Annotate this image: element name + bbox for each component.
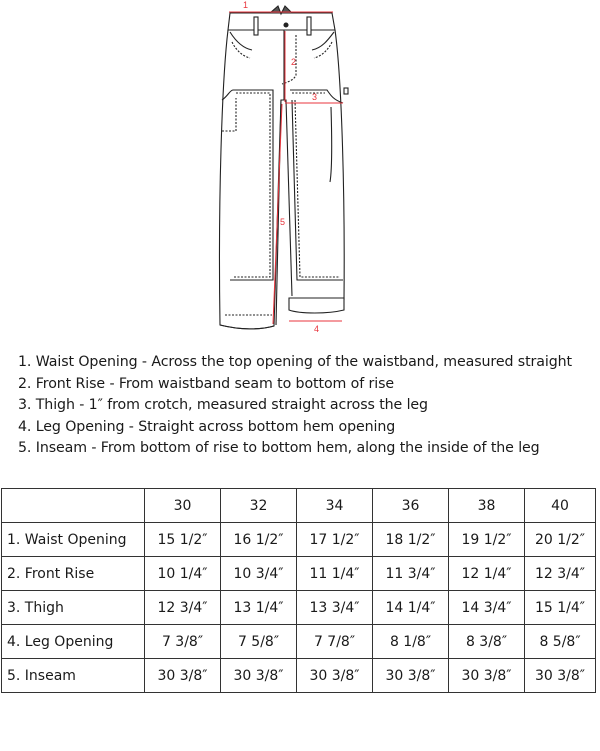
size-header: 30	[145, 489, 221, 523]
measurement-cell: 8 5/8″	[525, 625, 596, 659]
measurement-cell: 30 3/8″	[297, 659, 373, 693]
measurement-cell: 11 3/4″	[373, 557, 449, 591]
size-header-row	[2, 489, 596, 523]
measurement-cell: 7 7/8″	[297, 625, 373, 659]
measure-label-4: 4	[314, 324, 320, 334]
size-header: 40	[525, 489, 596, 523]
measurement-cell: 12 3/4″	[525, 557, 596, 591]
size-header: 36	[373, 489, 449, 523]
row-label: 1. Waist Opening	[2, 523, 145, 557]
measurement-cell: 20 1/2″	[525, 523, 596, 557]
instruction-front-rise: 2. Front Rise - From waistband seam to bottom of rise	[18, 375, 395, 392]
row-label: 2. Front Rise	[2, 557, 145, 591]
measurement-cell: 10 1/4″	[145, 557, 221, 591]
size-chart-table	[1, 488, 596, 693]
corner-cell	[2, 489, 145, 523]
instruction-leg-opening: 4. Leg Opening - Straight across bottom hem opening	[18, 418, 396, 435]
measurement-cell: 30 3/8″	[449, 659, 525, 693]
row-label: 3. Thigh	[2, 591, 145, 625]
row-label: 4. Leg Opening	[2, 625, 145, 659]
measure-label-1: 1	[243, 0, 249, 10]
instruction-waist-opening: 1. Waist Opening - Across the top opening of the waistband, measured straight	[18, 354, 572, 370]
measurement-cell: 7 5/8″	[221, 625, 297, 659]
measurement-cell: 12 1/4″	[449, 557, 525, 591]
measurement-cell: 8 3/8″	[449, 625, 525, 659]
table-row	[2, 523, 596, 557]
measurement-cell: 30 3/8″	[373, 659, 449, 693]
size-header: 32	[221, 489, 297, 523]
table-row	[2, 557, 596, 591]
row-label: 5. Inseam	[2, 659, 145, 693]
measurement-cell: 7 3/8″	[145, 625, 221, 659]
measurement-cell: 13 1/4″	[221, 591, 297, 625]
measurement-cell: 13 3/4″	[297, 591, 373, 625]
measurement-cell: 11 1/4″	[297, 557, 373, 591]
size-header: 38	[449, 489, 525, 523]
instruction-thigh: 3. Thigh - 1″ from crotch, measured straight across the leg	[18, 397, 428, 414]
measurement-cell: 17 1/2″	[297, 523, 373, 557]
measurement-cell: 15 1/2″	[145, 523, 221, 557]
measurement-cell: 14 1/4″	[373, 591, 449, 625]
table-row	[2, 659, 596, 693]
measurement-cell: 14 3/4″	[449, 591, 525, 625]
measurement-cell: 19 1/2″	[449, 523, 525, 557]
measurement-cell: 12 3/4″	[145, 591, 221, 625]
measure-label-2: 2	[291, 57, 297, 67]
measurement-cell: 30 3/8″	[221, 659, 297, 693]
measurement-cell: 30 3/8″	[525, 659, 596, 693]
measurement-cell: 30 3/8″	[145, 659, 221, 693]
measurement-cell: 16 1/2″	[221, 523, 297, 557]
table-row	[2, 625, 596, 659]
measurement-cell: 18 1/2″	[373, 523, 449, 557]
instruction-inseam: 5. Inseam - From bottom of rise to bottom hem, along the inside of the leg	[18, 440, 540, 457]
measure-label-5: 5	[280, 217, 286, 227]
pants-sketch-icon	[200, 0, 400, 340]
measurement-cell: 8 1/8″	[373, 625, 449, 659]
measurement-cell: 10 3/4″	[221, 557, 297, 591]
measurement-cell: 15 1/4″	[525, 591, 596, 625]
measure-label-3: 3	[312, 92, 318, 102]
measurement-instructions	[18, 352, 572, 460]
table-row	[2, 591, 596, 625]
size-header: 34	[297, 489, 373, 523]
pants-measurement-diagram	[200, 0, 400, 340]
